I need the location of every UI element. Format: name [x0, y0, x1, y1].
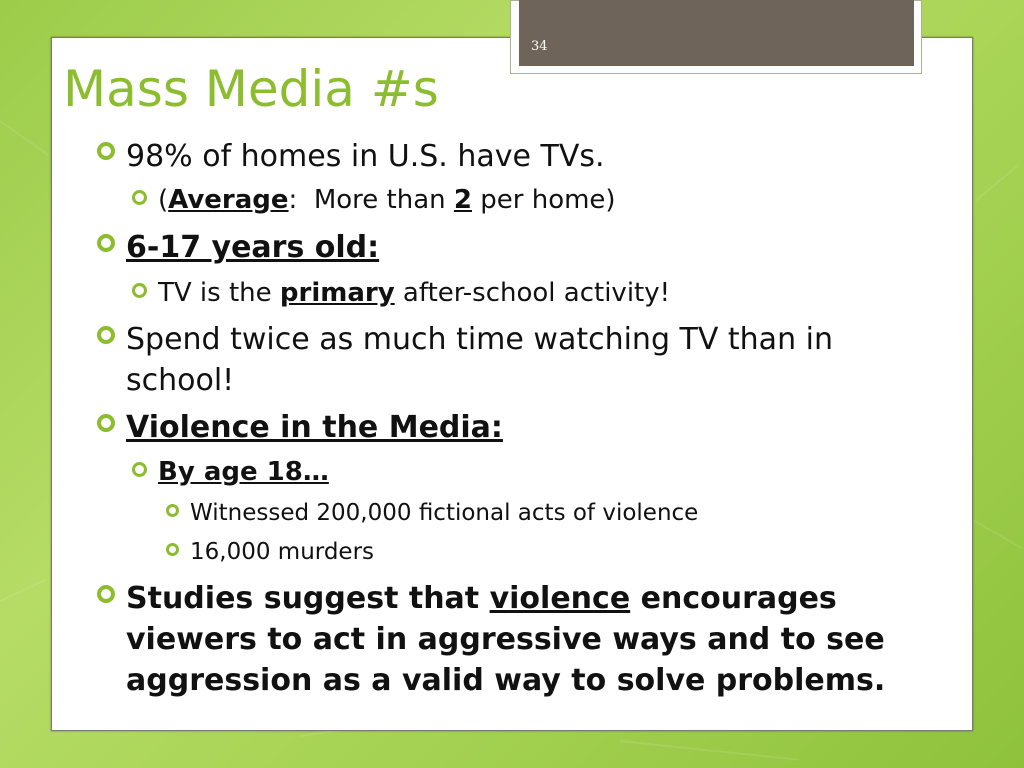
bg-stripe [974, 520, 1023, 549]
bg-stripe [0, 120, 49, 156]
bullet-text: Witnessed 200,000 fictional acts of violence [190, 500, 699, 526]
sub-sub-bullet-item [190, 498, 698, 528]
bullet-circle-icon [97, 585, 115, 603]
bullet-text-line: viewers to act in aggressive ways and to see [126, 622, 885, 657]
bullet-text: 16,000 murders [190, 539, 375, 565]
bullet-circle-icon [97, 142, 115, 160]
bg-stripe [975, 165, 1018, 202]
bullet-text-line: aggression as a valid way to solve problems. [126, 663, 886, 698]
text-fragment: after-school activity! [394, 278, 671, 308]
slide-number-box [519, 0, 914, 66]
sub-bullet-item [158, 276, 670, 310]
emphasis-text: Average [168, 185, 289, 215]
text-fragment: TV is the [158, 278, 280, 308]
bg-stripe [0, 579, 46, 602]
bullet-circle-icon [166, 504, 179, 517]
bullet-text-line [126, 578, 885, 619]
sub-bullet-item [158, 455, 329, 489]
bg-stripe [620, 740, 799, 761]
bullet-circle-icon [97, 234, 115, 252]
bullet-item [126, 578, 885, 701]
slide-number: 34 [531, 39, 548, 54]
text-fragment: ( [158, 185, 169, 215]
bullet-circle-icon [97, 414, 115, 432]
bullet-item [126, 136, 605, 177]
text-fragment: encourages [630, 581, 837, 616]
bullet-text: 98% of homes in U.S. have TVs. [126, 139, 605, 174]
bullet-text: 6-17 years old: [126, 230, 380, 265]
bullet-text-line: school! [126, 363, 235, 398]
text-fragment: : More than [288, 185, 454, 215]
bullet-text: Violence in the Media: [126, 410, 503, 445]
bullet-item [126, 319, 833, 401]
emphasis-text: violence [489, 581, 631, 616]
bullet-circle-icon [97, 326, 115, 344]
bullet-text: By age 18… [158, 457, 329, 487]
text-fragment: Studies suggest that [126, 581, 490, 616]
emphasis-text: 2 [453, 185, 472, 215]
bullet-item [126, 407, 503, 448]
bullet-circle-icon [132, 283, 147, 298]
slide-title: Mass Media #s [63, 60, 439, 118]
bullet-item [126, 227, 379, 268]
sub-sub-bullet-item [190, 537, 374, 567]
text-fragment: per home) [472, 185, 616, 215]
bullet-circle-icon [132, 462, 147, 477]
bullet-circle-icon [132, 190, 147, 205]
bullet-text-line: Spend twice as much time watching TV than in [126, 322, 833, 357]
bullet-circle-icon [166, 543, 179, 556]
emphasis-text: primary [279, 278, 395, 308]
sub-bullet-item [158, 183, 616, 217]
